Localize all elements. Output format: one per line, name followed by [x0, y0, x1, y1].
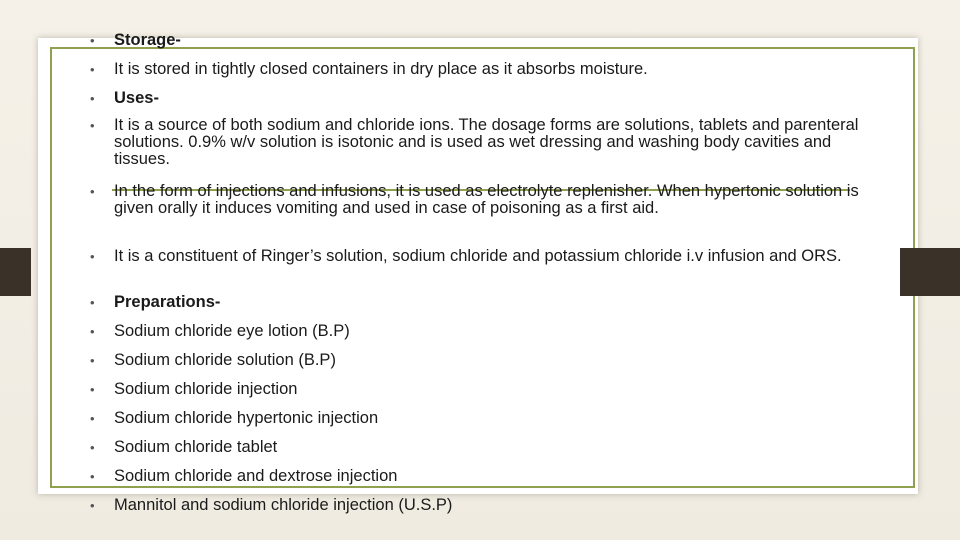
list-item-text: Storage- [114, 31, 181, 49]
list-item [90, 294, 870, 311]
list-item [90, 117, 870, 168]
list-item-text: It is stored in tightly closed containers in dry place as it absorbs moisture. [114, 60, 648, 78]
list-item-text: Sodium chloride solution (B.P) [114, 351, 336, 369]
bullet-icon: • [90, 498, 95, 513]
bullet-icon: • [90, 440, 95, 455]
list-item [90, 439, 870, 456]
bullet-icon: • [90, 469, 95, 484]
bullet-icon: • [90, 249, 95, 264]
list-item [90, 468, 870, 485]
list-item-text: Sodium chloride eye lotion (B.P) [114, 322, 350, 340]
list-item-text: Sodium chloride hypertonic injection [114, 409, 379, 427]
bullet-icon: • [90, 184, 95, 199]
list-item-text: Mannitol and sodium chloride injection (U.S.P) [114, 496, 453, 514]
bullet-icon: • [90, 295, 95, 310]
bullet-icon: • [90, 33, 95, 48]
bullet-icon: • [90, 411, 95, 426]
bullet-icon: • [90, 62, 95, 77]
bullet-icon: • [90, 382, 95, 397]
list-item [90, 32, 870, 49]
list-item [90, 183, 870, 217]
bullet-icon: • [90, 324, 95, 339]
list-item [90, 410, 870, 427]
bullet-icon: • [90, 91, 95, 106]
list-item-text: Preparations- [114, 293, 221, 311]
list-item-text: Sodium chloride tablet [114, 438, 278, 456]
list-item-text: It is a source of both sodium and chloride ions. The dosage forms are solutions, tablets and parenteral solutions. 0.9% w/v solution is isotonic and is used as wet dressing and washing body cavities and tissues. [114, 116, 859, 168]
list-item [90, 497, 870, 514]
list-item [90, 90, 870, 107]
list-item-text: It is a constituent of Ringer’s solution, sodium chloride and potassium chloride i.v infusion and ORS. [114, 247, 842, 265]
list-item-text: Sodium chloride and dextrose injection [114, 467, 398, 485]
list-item-text: Uses- [114, 89, 159, 107]
list-item [90, 352, 870, 369]
bullet-icon: • [90, 118, 95, 133]
list-item [90, 61, 870, 78]
list-item [90, 323, 870, 340]
list-item [90, 248, 870, 265]
list-item [90, 381, 870, 398]
bullet-icon: • [90, 353, 95, 368]
list-item-text: In the form of injections and infusions, it is used as electrolyte replenisher. When hypertonic solution is given orally it induces vomiting and used in case of poisoning as a first aid. [114, 182, 859, 217]
list-item-text: Sodium chloride injection [114, 380, 298, 398]
